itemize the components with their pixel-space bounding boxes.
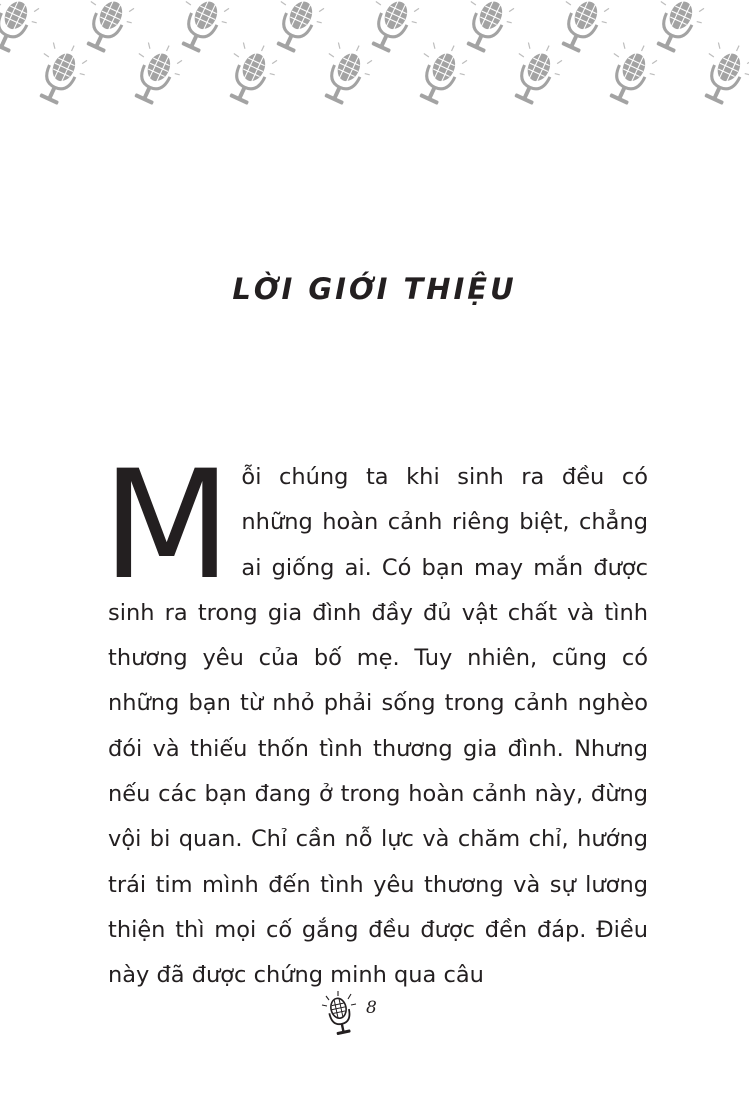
microphone-pattern xyxy=(0,0,749,112)
intro-text: ỗi chúng ta khi sinh ra đều có những hoàn cảnh riêng biệt, chẳng ai giống ai. Có bạn may mắn được sinh ra trong gia đình đầy đủ vật chất và tình thương yêu của bố mẹ. Tuy nhiên, cũng có những bạn từ nhỏ phải sống trong cảnh nghèo đói và thiếu thốn tình thương gia đình. Nhưng nếu các bạn đang ở trong hoàn cảnh này, đừng vội bi quan. Chỉ cần nỗ lực và chăm chỉ, hướng trái tim mình đến tình yêu thương và sự lương thiện thì mọi cố gắng đều được đền đáp. Điều này đã được chứng minh qua câu xyxy=(108,464,648,989)
microphone-icon xyxy=(169,0,236,58)
page-number: 8 xyxy=(366,998,377,1018)
microphone-icon xyxy=(692,35,749,110)
microphone-icon xyxy=(74,0,141,58)
microphone-icon xyxy=(122,35,189,110)
drop-cap-letter: M xyxy=(102,439,232,613)
microphone-icon xyxy=(739,0,749,58)
microphone-icon xyxy=(318,990,362,1038)
microphone-icon xyxy=(597,35,664,110)
intro-paragraph xyxy=(102,439,648,989)
microphone-icon xyxy=(454,0,521,58)
microphone-icon xyxy=(264,0,331,58)
microphone-icon xyxy=(407,35,474,110)
microphone-icon xyxy=(644,0,711,58)
microphone-icon xyxy=(549,0,616,58)
microphone-icon xyxy=(0,0,46,58)
microphone-icon xyxy=(502,35,569,110)
microphone-icon xyxy=(359,0,426,58)
microphone-pattern-header xyxy=(0,0,749,112)
page-footer xyxy=(0,990,749,1040)
microphone-icon xyxy=(27,35,94,110)
microphone-icon xyxy=(312,35,379,110)
microphone-icon xyxy=(217,35,284,110)
page-title: LỜI GIỚI THIỆU xyxy=(232,272,517,306)
